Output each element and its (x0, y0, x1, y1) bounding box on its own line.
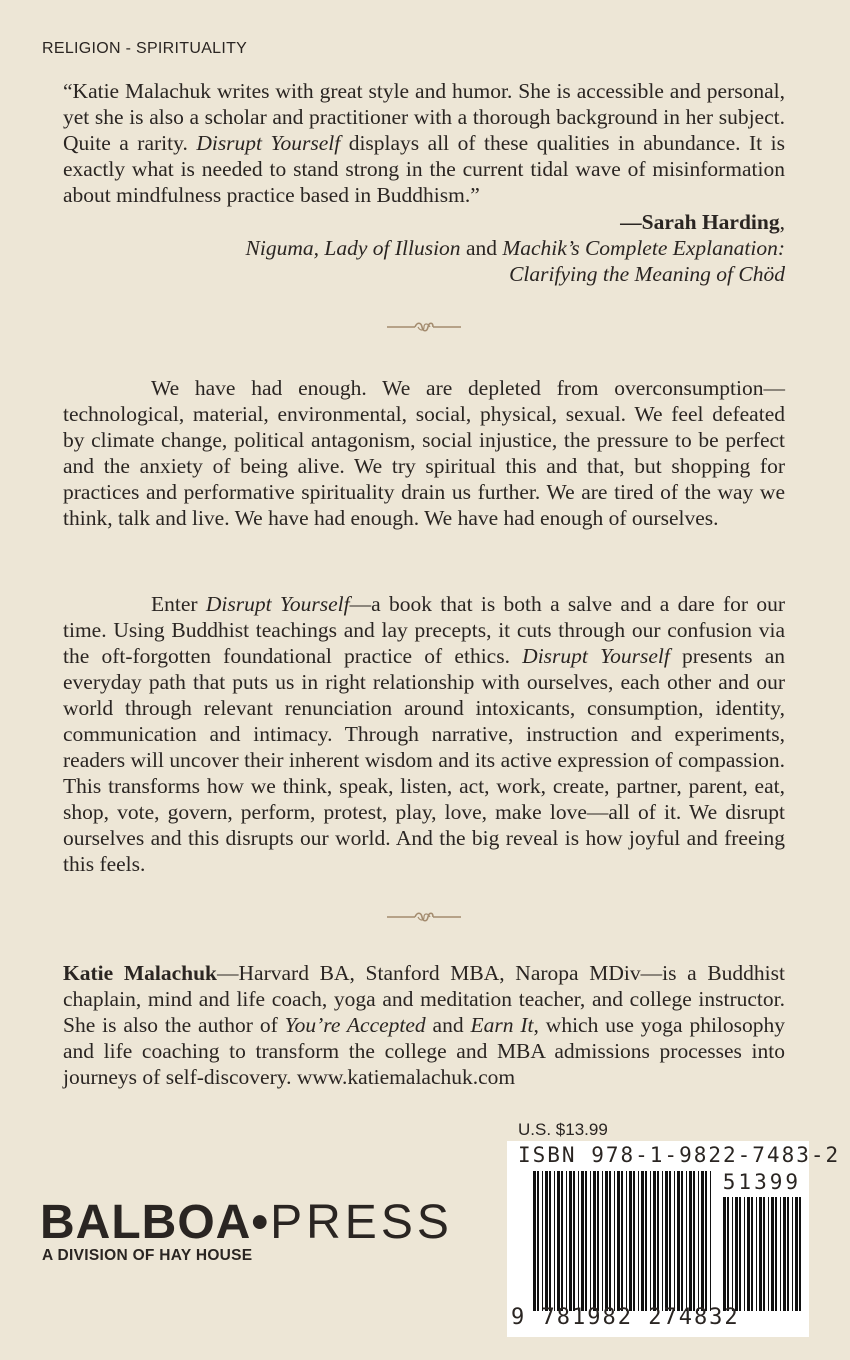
barcode-bar (756, 1197, 757, 1311)
isbn-number: ISBN 978-1-9822-7483-2 (518, 1143, 841, 1167)
bio-and: and (425, 1013, 471, 1037)
barcode-bar (566, 1171, 567, 1311)
description-paragraph-1: We have had enough. We are depleted from overconsumption—technological, material, environmental, social, physical, sexual. We feel defeated by climate change, political antagonism, social injustice, the pressure to be perfect and the anxiety of being alive. We try spiritual this and that, but shopping for practices and performative spirituality drain us further. We are tired of the way we think, talk and live. We have had enough. We have had enough of ourselves. (63, 376, 785, 530)
barcode (507, 1141, 841, 1337)
barcode-bar (689, 1171, 692, 1311)
attribution-name: Sarah Harding (641, 210, 780, 234)
barcode-bar (578, 1171, 579, 1311)
barcode-bar (641, 1171, 644, 1311)
bio-book-1: You’re Accepted (284, 1013, 426, 1037)
barcode-bar (744, 1197, 745, 1311)
endorsement-attribution (135, 209, 785, 287)
bio-text-2: , which use yoga philosophy and life coaching to transform the college and MBA admissions processes into journeys of self-discovery. www.katiemalachuk.com (63, 1013, 786, 1089)
barcode-bar (602, 1171, 603, 1311)
barcode-bar (614, 1171, 615, 1311)
barcode-bar (795, 1197, 798, 1311)
barcode-bar (751, 1197, 753, 1311)
quote-text-2: displays all of these qualities in abundance. It is exactly what is needed to stand strong in the current tidal wave of misinformation about mindfulness practice based in Buddhism.” (63, 131, 785, 207)
barcode-bar (787, 1197, 789, 1311)
barcode-bar (597, 1171, 599, 1311)
barcode-bar (638, 1171, 639, 1311)
barcode-bar (739, 1197, 741, 1311)
barcode-bar (657, 1171, 659, 1311)
barcode-bar (621, 1171, 623, 1311)
publisher-name-bold: BALBOA (40, 1196, 252, 1249)
barcode-bar (732, 1197, 733, 1311)
barcode-bar (775, 1197, 777, 1311)
barcode-bar (686, 1171, 687, 1311)
ornament-divider-icon (385, 320, 463, 334)
ornament-divider-icon (385, 910, 463, 924)
barcode-bar (569, 1171, 572, 1311)
barcode-bar (650, 1171, 651, 1311)
attribution-book-2-line-2: Clarifying the Meaning of Chöd (509, 262, 785, 286)
desc2-text-mid: —a book that is both a salve and a dare for our time. Using Buddhist teachings and lay precepts, it cuts through our confusion via the oft-forgotten foundational practice of ethics. (63, 592, 786, 668)
barcode-bar (537, 1171, 539, 1311)
barcode-bar (609, 1171, 611, 1311)
ean-number: 9 781982 274832 (511, 1305, 740, 1330)
description-paragraph-2 (63, 591, 785, 877)
endorsement-quote (63, 78, 785, 208)
barcode-bar (665, 1171, 668, 1311)
barcode-bar (677, 1171, 680, 1311)
attribution-book-2-line-1: Machik’s Complete Explanation: (502, 236, 785, 260)
desc2-book-title-1: Disrupt Yourself (205, 592, 350, 616)
barcode-bar (573, 1171, 575, 1311)
publisher-logo (40, 1195, 453, 1250)
bio-book-2: Earn It (470, 1013, 534, 1037)
barcode-bar (771, 1197, 774, 1311)
author-bio (63, 960, 785, 1090)
barcode-bar (629, 1171, 632, 1311)
barcode-bar (561, 1171, 563, 1311)
barcode-bar (763, 1197, 765, 1311)
barcode-bar (735, 1197, 738, 1311)
barcode-bar (723, 1197, 726, 1311)
attribution-comma: , (779, 210, 785, 234)
barcode-bar (701, 1171, 704, 1311)
barcode-bar (710, 1171, 711, 1311)
barcode-bar (605, 1171, 608, 1311)
barcode-bar (533, 1171, 536, 1311)
barcode-bar (669, 1171, 671, 1311)
barcode-bar (581, 1171, 584, 1311)
attribution-dash: — (620, 210, 642, 234)
barcode-bar (747, 1197, 750, 1311)
publisher-dot: • (251, 1196, 271, 1249)
barcode-bar (693, 1171, 695, 1311)
barcode-bar (674, 1171, 675, 1311)
barcode-bar (662, 1171, 663, 1311)
publisher-name-light: PRESS (270, 1196, 453, 1249)
barcode-bar (681, 1171, 683, 1311)
barcode-bar (768, 1197, 769, 1311)
barcode-bar (759, 1197, 762, 1311)
barcode-bar (549, 1171, 551, 1311)
barcode-bar (626, 1171, 627, 1311)
bio-author-name: Katie Malachuk (63, 961, 218, 985)
barcode-bar (799, 1197, 801, 1311)
category-label: RELIGION - SPIRITUALITY (42, 40, 248, 57)
barcode-bar (653, 1171, 656, 1311)
quote-text-1: “Katie Malachuk writes with great style and humor. She is accessible and personal, yet she is also a scholar and practitioner with a thorough background in her subject. Quite a rarity. (63, 79, 785, 155)
barcode-bar (542, 1171, 543, 1311)
barcode-bar (783, 1197, 786, 1311)
quote-book-title: Disrupt Yourself (196, 131, 341, 155)
barcode-bar (557, 1171, 560, 1311)
price-code: 51399 (722, 1170, 801, 1194)
barcode-bar (554, 1171, 555, 1311)
bio-text-1: —Harvard BA, Stanford MBA, Naropa MDiv—is a Buddhist chaplain, mind and life coach, yoga and meditation teacher, and college instructor. She is also the author of (63, 961, 785, 1037)
barcode-bar (705, 1171, 707, 1311)
barcode-bar (780, 1197, 781, 1311)
barcode-bar (698, 1171, 699, 1311)
barcode-bar (593, 1171, 596, 1311)
desc2-text-rest: presents an everyday path that puts us in right relationship with ourselves, each other and our world through relevant renunciation around intoxicants, consumption, identity, communication and intimacy. Through narrative, instruction and experiments, readers will uncover their inherent wisdom and its active expression of compassion. This transforms how we think, speak, listen, act, work, create, partner, parent, eat, shop, vote, govern, perform, protest, play, love, make love—all of it. We disrupt ourselves and this disrupts our world. And the big reveal is how joyful and freeing this feels. (63, 644, 785, 876)
publisher-division: A DIVISION OF HAY HOUSE (42, 1247, 253, 1264)
barcode-bar (545, 1171, 548, 1311)
barcode-bar (617, 1171, 620, 1311)
barcode-bar (633, 1171, 635, 1311)
barcode-bar (645, 1171, 647, 1311)
barcode-bar (792, 1197, 793, 1311)
attribution-book-1: Niguma, Lady of Illusion (245, 236, 461, 260)
barcode-bar (727, 1197, 729, 1311)
price-label: U.S. $13.99 (518, 1120, 608, 1139)
barcode-bar (590, 1171, 591, 1311)
attribution-and: and (460, 236, 503, 260)
barcode-bar (585, 1171, 587, 1311)
desc2-book-title-2: Disrupt Yourself (522, 644, 670, 668)
desc2-enter: Enter (151, 592, 206, 616)
